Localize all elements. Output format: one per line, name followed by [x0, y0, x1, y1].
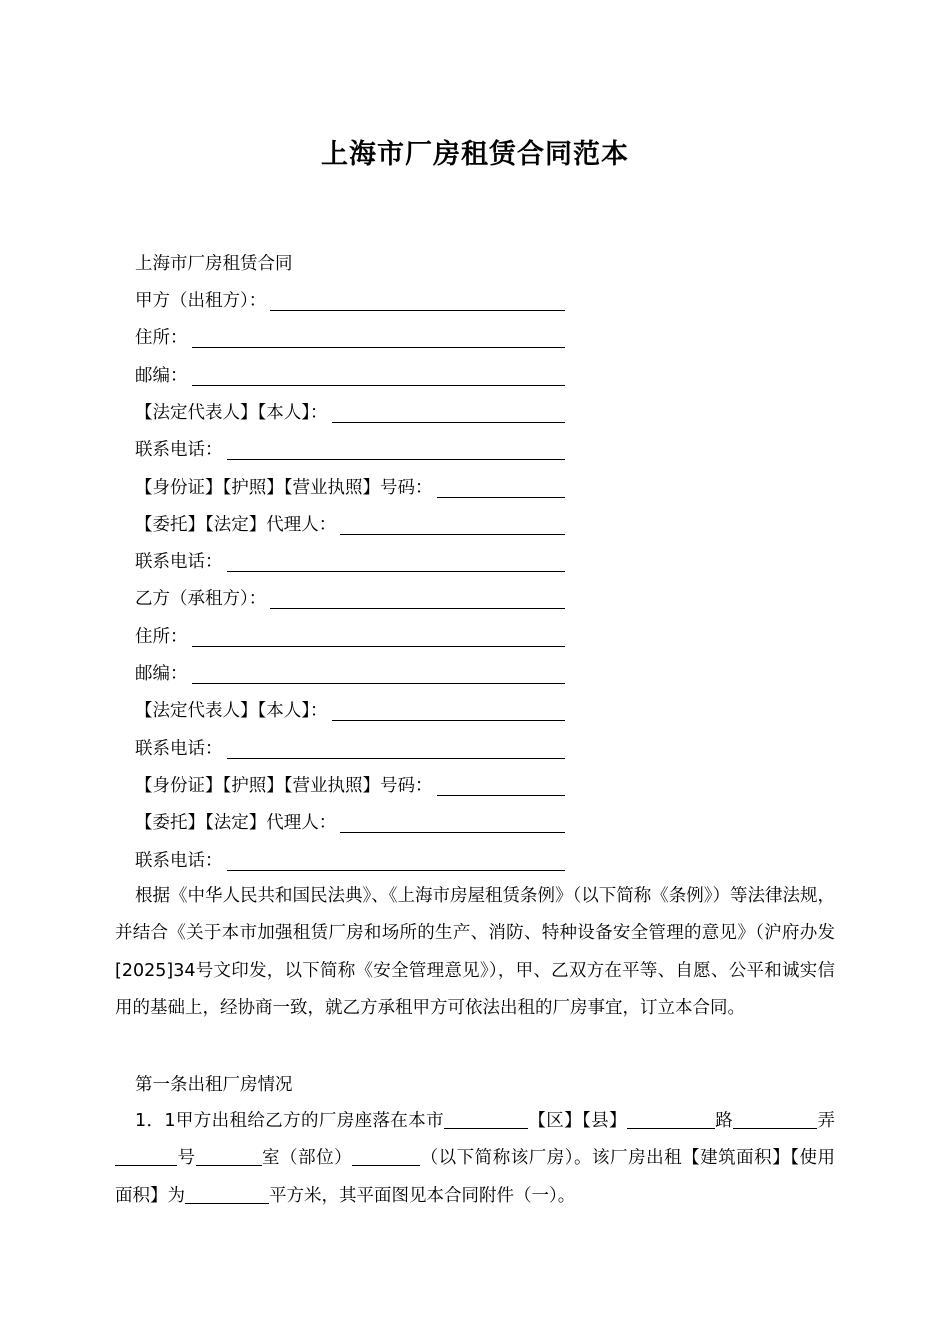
party-field-row	[135, 734, 223, 764]
party-field-row	[135, 584, 266, 614]
clause-text: 平方米，其平面图见本合同附件（一）。	[269, 1185, 576, 1206]
clause-1-1	[115, 1103, 835, 1215]
party-field-row	[135, 771, 433, 801]
field-label: 联系电话：	[135, 738, 223, 759]
district-blank[interactable]	[444, 1110, 528, 1129]
party-field-row	[135, 323, 188, 353]
field-label: 联系电话：	[135, 850, 223, 871]
field-underline[interactable]	[227, 571, 566, 572]
party-field-row	[135, 361, 188, 391]
field-label: 【法定代表人】【本人】：	[135, 701, 328, 722]
field-underline[interactable]	[332, 720, 566, 721]
field-underline[interactable]	[437, 497, 566, 498]
party-field-row	[135, 846, 223, 876]
clause-text: （以下简称该厂房）。该厂房出租【建筑面积】【使用面积】为	[115, 1148, 835, 1206]
field-underline[interactable]	[270, 310, 565, 311]
field-label: 【法定代表人】【本人】：	[135, 402, 328, 423]
field-underline[interactable]	[192, 646, 566, 647]
preamble-paragraph	[115, 878, 835, 1027]
party-field-row	[135, 510, 336, 540]
party-field-row	[135, 696, 328, 726]
field-label: 【身份证】【护照】【营业执照】号码：	[135, 775, 433, 796]
field-underline[interactable]	[227, 459, 566, 460]
preamble-text: 根据《中华人民共和国民法典》、《上海市房屋租赁条例》（以下简称《条例》）等法律法规，并结合《关于本市加强租赁厂房和场所的生产、消防、特种设备安全管理的意见》（沪府办发[2025]34号文印发，以下简称《安全管理意见》），甲、乙双方在平等、自愿、公平和诚实信用的基础上，经协商一致，就乙方承租甲方可依法出租的厂房事宜，订立本合同。	[115, 886, 835, 1018]
number-blank[interactable]	[115, 1147, 177, 1166]
field-underline[interactable]	[192, 683, 566, 684]
area-blank[interactable]	[185, 1184, 269, 1203]
field-underline[interactable]	[227, 758, 566, 759]
field-label: 联系电话：	[135, 440, 223, 461]
article-1-title: 第一条出租厂房情况	[135, 1075, 293, 1095]
field-label: 甲方（出租方）：	[135, 291, 267, 311]
field-label: 住所：	[135, 328, 188, 349]
clause-text: 路	[714, 1111, 734, 1131]
field-underline[interactable]	[332, 422, 566, 423]
field-label: 乙方（承租方）：	[135, 589, 267, 610]
party-field-row	[135, 659, 188, 689]
clause-text: 1．1甲方出租给乙方的厂房座落在本市	[135, 1111, 444, 1131]
field-label: 【委托】【法定】代理人：	[135, 514, 337, 535]
field-underline[interactable]	[340, 832, 565, 833]
room-blank[interactable]	[196, 1147, 262, 1166]
road-blank[interactable]	[627, 1110, 715, 1129]
field-label: 邮编：	[135, 365, 188, 386]
party-field-row	[135, 547, 223, 577]
clause-text: 室（部位）	[261, 1148, 353, 1169]
field-underline[interactable]	[437, 795, 566, 796]
field-underline[interactable]	[340, 534, 565, 535]
party-field-row	[135, 622, 188, 652]
location-blank[interactable]	[352, 1147, 420, 1166]
field-label: 邮编：	[135, 664, 188, 684]
field-label: 【委托】【法定】代理人：	[135, 813, 337, 834]
field-underline[interactable]	[227, 870, 566, 871]
party-field-row	[135, 286, 266, 316]
clause-text: 号	[177, 1148, 196, 1169]
clause-text: 弄	[817, 1111, 835, 1131]
field-label: 【身份证】【护照】【营业执照】号码：	[135, 477, 433, 498]
party-field-row	[135, 398, 328, 428]
document-title: 上海市厂房租赁合同范本	[321, 139, 629, 170]
field-underline[interactable]	[270, 608, 565, 609]
field-underline[interactable]	[192, 385, 566, 386]
contract-subtitle: 上海市厂房租赁合同	[135, 254, 293, 274]
lane-blank[interactable]	[733, 1110, 817, 1129]
clause-text: 【区】【县】	[528, 1111, 627, 1131]
field-label: 住所：	[135, 626, 188, 647]
party-field-row	[135, 435, 223, 465]
field-underline[interactable]	[192, 347, 566, 348]
party-field-row	[135, 473, 433, 503]
party-field-row	[135, 808, 336, 838]
field-label: 联系电话：	[135, 552, 223, 573]
